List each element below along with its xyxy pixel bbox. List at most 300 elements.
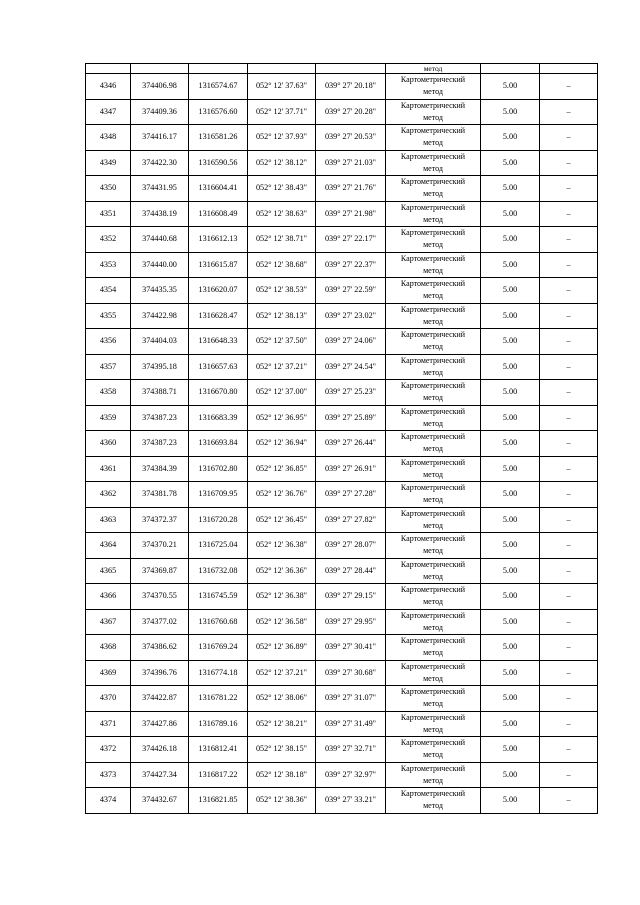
method-line-1: Картометрический — [400, 75, 466, 85]
cell-method — [386, 456, 481, 482]
method-line-1: Картометрический — [400, 508, 466, 518]
cell-description: – — [540, 788, 598, 814]
cell-y: 1316781.22 — [189, 686, 248, 712]
table-row — [86, 482, 598, 508]
cell-description: – — [540, 635, 598, 661]
cell-description: – — [540, 380, 598, 406]
method-line-2: метод — [423, 495, 443, 505]
table-row — [86, 252, 598, 278]
cell-method — [386, 711, 481, 737]
method-line-2: метод — [423, 87, 443, 97]
cell-y: 1316789.16 — [189, 711, 248, 737]
cell-accuracy: 5.00 — [481, 609, 540, 635]
cell-x: 374369.87 — [131, 558, 189, 584]
cell-method — [386, 660, 481, 686]
cell-accuracy: 5.00 — [481, 456, 540, 482]
cell-longitude: 039° 27' 29.95" — [316, 609, 386, 635]
table-row — [86, 227, 598, 253]
cell-x: 374395.18 — [131, 354, 189, 380]
method-line-1: Картометрический — [400, 406, 466, 416]
cell-method — [386, 150, 481, 176]
cell-latitude: 052° 12' 38.63" — [248, 201, 316, 227]
cell-description: – — [540, 99, 598, 125]
cell-x: 374388.71 — [131, 380, 189, 406]
table-row — [86, 737, 598, 763]
cell-accuracy: 5.00 — [481, 99, 540, 125]
cell-longitude: 039° 27' 24.06" — [316, 329, 386, 355]
cell-number: 4363 — [86, 507, 131, 533]
cell-accuracy: 5.00 — [481, 431, 540, 457]
cell-number: 4356 — [86, 329, 131, 355]
method-line-2: метод — [423, 444, 443, 454]
cell-number: 4369 — [86, 660, 131, 686]
cell-x: 374432.67 — [131, 788, 189, 814]
method-line-1: Картометрический — [400, 100, 466, 110]
cell-description: – — [540, 456, 598, 482]
cell-x: 374426.18 — [131, 737, 189, 763]
cell-description: – — [540, 711, 598, 737]
table-row — [86, 431, 598, 457]
method-line-2: метод — [423, 571, 443, 581]
cell-accuracy: 5.00 — [481, 762, 540, 788]
cell-number: 4358 — [86, 380, 131, 406]
cell-longitude: 039° 27' 31.07" — [316, 686, 386, 712]
cell-x: 374416.17 — [131, 125, 189, 151]
cell-longitude: 039° 27' 20.28" — [316, 99, 386, 125]
cell-y: 1316821.85 — [189, 788, 248, 814]
cell-latitude: 052° 12' 38.43" — [248, 176, 316, 202]
method-line-1: Картометрический — [400, 483, 466, 493]
cell-method — [386, 303, 481, 329]
cell-method — [386, 354, 481, 380]
table-row — [86, 405, 598, 431]
cell-latitude: 052° 12' 36.85" — [248, 456, 316, 482]
cell-description: – — [540, 125, 598, 151]
cell-description: – — [540, 737, 598, 763]
cell-y: 1316817.22 — [189, 762, 248, 788]
cell-longitude: 039° 27' 28.44" — [316, 558, 386, 584]
cell-number: 4360 — [86, 431, 131, 457]
cell-latitude: 052° 12' 38.12" — [248, 150, 316, 176]
cell-description: – — [540, 609, 598, 635]
cell-method — [386, 635, 481, 661]
cell-number: 4367 — [86, 609, 131, 635]
method-line-1: Картометрический — [400, 712, 466, 722]
cell-x: 374427.34 — [131, 762, 189, 788]
table-row — [86, 533, 598, 559]
cell-description: – — [540, 431, 598, 457]
cell-y: 1316709.95 — [189, 482, 248, 508]
cell-accuracy: 5.00 — [481, 558, 540, 584]
cell-latitude: 052° 12' 38.36" — [248, 788, 316, 814]
table-row — [86, 660, 598, 686]
cell-y: 1316725.04 — [189, 533, 248, 559]
cell-method — [386, 762, 481, 788]
cell-latitude: 052° 12' 38.13" — [248, 303, 316, 329]
cell-x: 374396.76 — [131, 660, 189, 686]
cell-longitude: 039° 27' 33.21" — [316, 788, 386, 814]
cell-accuracy: 5.00 — [481, 278, 540, 304]
cell-latitude: 052° 12' 38.21" — [248, 711, 316, 737]
table-row — [86, 303, 598, 329]
method-line-1: Картометрический — [400, 585, 466, 595]
cell-description: – — [540, 507, 598, 533]
cell-longitude: 039° 27' 32.97" — [316, 762, 386, 788]
cell-method — [386, 125, 481, 151]
cell-accuracy: 5.00 — [481, 74, 540, 100]
cell-number: 4374 — [86, 788, 131, 814]
cell-latitude: 052° 12' 38.71" — [248, 227, 316, 253]
cell-y: 1316720.28 — [189, 507, 248, 533]
cell-x: 374372.37 — [131, 507, 189, 533]
cell-method — [386, 558, 481, 584]
table-row — [86, 456, 598, 482]
cell-y: 1316769.24 — [189, 635, 248, 661]
table-row — [86, 788, 598, 814]
cell-latitude: 052° 12' 37.00" — [248, 380, 316, 406]
method-line-2: метод — [423, 673, 443, 683]
cell-longitude: 039° 27' 20.53" — [316, 125, 386, 151]
cell-y: 1316657.63 — [189, 354, 248, 380]
cell-longitude: 039° 27' 32.71" — [316, 737, 386, 763]
cell-latitude: 052° 12' 36.76" — [248, 482, 316, 508]
cell-number: 4371 — [86, 711, 131, 737]
method-line-2: метод — [423, 112, 443, 122]
cell-x: 374387.23 — [131, 431, 189, 457]
method-line-2: метод — [423, 138, 443, 148]
cell-accuracy: 5.00 — [481, 711, 540, 737]
method-line-2: метод — [423, 622, 443, 632]
method-line-2: метод — [423, 520, 443, 530]
cell-description: – — [540, 482, 598, 508]
method-line-2: метод — [423, 291, 443, 301]
cell-x: 374404.03 — [131, 329, 189, 355]
cell-x: 374440.00 — [131, 252, 189, 278]
cell-method — [386, 507, 481, 533]
method-line-1: Картометрический — [400, 636, 466, 646]
cell-accuracy: 5.00 — [481, 354, 540, 380]
method-line-2: метод — [423, 316, 443, 326]
table-row — [86, 380, 598, 406]
cell-accuracy: 5.00 — [481, 584, 540, 610]
method-line-1: Картометрический — [400, 228, 466, 238]
cell-latitude: 052° 12' 36.58" — [248, 609, 316, 635]
cell-latitude: 052° 12' 38.06" — [248, 686, 316, 712]
cell-x: 374384.39 — [131, 456, 189, 482]
cell-y: 1316648.33 — [189, 329, 248, 355]
table-body — [86, 64, 598, 814]
cell-longitude: 039° 27' 27.82" — [316, 507, 386, 533]
table-row — [86, 609, 598, 635]
cell-method — [386, 686, 481, 712]
cell-number: 4362 — [86, 482, 131, 508]
cell-latitude: 052° 12' 36.38" — [248, 533, 316, 559]
cell-latitude: 052° 12' 36.95" — [248, 405, 316, 431]
table-row — [86, 329, 598, 355]
cell-method — [386, 329, 481, 355]
cell-longitude: 039° 27' 22.17" — [316, 227, 386, 253]
cell-x: 374435.35 — [131, 278, 189, 304]
method-line-2: метод — [423, 597, 443, 607]
table-row — [86, 762, 598, 788]
cell-description: – — [540, 303, 598, 329]
cell-accuracy: 5.00 — [481, 125, 540, 151]
cell-method — [386, 482, 481, 508]
cell-x: 374409.36 — [131, 99, 189, 125]
cell-description: – — [540, 278, 598, 304]
method-line-1: Картометрический — [400, 559, 466, 569]
cell-longitude: 039° 27' 29.15" — [316, 584, 386, 610]
table-row — [86, 201, 598, 227]
cell-latitude: 052° 12' 38.53" — [248, 278, 316, 304]
table-row — [86, 176, 598, 202]
cell-latitude: 052° 12' 36.94" — [248, 431, 316, 457]
cell-latitude: 052° 12' 36.45" — [248, 507, 316, 533]
method-line-1: Картометрический — [400, 279, 466, 289]
method-line-1: Картометрический — [400, 253, 466, 263]
method-line-1: Картометрический — [400, 126, 466, 136]
method-line-2: метод — [423, 265, 443, 275]
method-line-2: метод — [423, 750, 443, 760]
cell-x: 374406.98 — [131, 74, 189, 100]
table-row — [86, 558, 598, 584]
cell-number: 4354 — [86, 278, 131, 304]
cell-number: 4353 — [86, 252, 131, 278]
method-line-1: Картометрический — [400, 738, 466, 748]
cell-accuracy: 5.00 — [481, 482, 540, 508]
method-line-1: Картометрический — [400, 687, 466, 697]
cell-accuracy: 5.00 — [481, 507, 540, 533]
cell-description: – — [540, 201, 598, 227]
cell-x: 374370.21 — [131, 533, 189, 559]
continuation-row — [86, 64, 598, 74]
cell-description: – — [540, 150, 598, 176]
cell-latitude: 052° 12' 36.36" — [248, 558, 316, 584]
cell-longitude: 039° 27' 31.49" — [316, 711, 386, 737]
cell-number: 4349 — [86, 150, 131, 176]
method-line-1: Картометрический — [400, 177, 466, 187]
cell-longitude: 039° 27' 25.89" — [316, 405, 386, 431]
table-row — [86, 99, 598, 125]
cell-method — [386, 74, 481, 100]
cell-y: 1316628.47 — [189, 303, 248, 329]
cell-latitude: 052° 12' 37.63" — [248, 74, 316, 100]
method-line-1: Картометрический — [400, 610, 466, 620]
cell-accuracy — [481, 64, 540, 74]
cell-x: 374387.23 — [131, 405, 189, 431]
cell-method — [386, 584, 481, 610]
cell-number: 4350 — [86, 176, 131, 202]
cell-latitude: 052° 12' 36.89" — [248, 635, 316, 661]
cell-y: 1316576.60 — [189, 99, 248, 125]
cell-y: 1316732.08 — [189, 558, 248, 584]
table-row — [86, 711, 598, 737]
cell-method — [386, 533, 481, 559]
cell-accuracy: 5.00 — [481, 252, 540, 278]
cell-description: – — [540, 176, 598, 202]
method-line-1: Картометрический — [400, 789, 466, 799]
cell-y: 1316581.26 — [189, 125, 248, 151]
cell-x: 374422.87 — [131, 686, 189, 712]
method-line-1: Картометрический — [400, 763, 466, 773]
cell-number: 4361 — [86, 456, 131, 482]
cell-accuracy: 5.00 — [481, 533, 540, 559]
cell-y: 1316604.41 — [189, 176, 248, 202]
cell-x: 374427.86 — [131, 711, 189, 737]
cell-description: – — [540, 227, 598, 253]
table-row — [86, 635, 598, 661]
cell-x: 374386.62 — [131, 635, 189, 661]
method-line-2: метод — [423, 775, 443, 785]
cell-y: 1316683.39 — [189, 405, 248, 431]
table-row — [86, 507, 598, 533]
method-line-2: метод — [423, 189, 443, 199]
cell-accuracy: 5.00 — [481, 686, 540, 712]
cell-method — [386, 380, 481, 406]
table-row — [86, 686, 598, 712]
method-line-2: метод — [423, 648, 443, 658]
cell-accuracy: 5.00 — [481, 227, 540, 253]
cell-x: 374377.02 — [131, 609, 189, 635]
cell-accuracy: 5.00 — [481, 329, 540, 355]
cell-description: – — [540, 405, 598, 431]
cell-latitude: 052° 12' 38.18" — [248, 762, 316, 788]
method-line-1: Картометрический — [400, 381, 466, 391]
cell-longitude: 039° 27' 27.28" — [316, 482, 386, 508]
cell-y: 1316608.49 — [189, 201, 248, 227]
cell-method — [386, 737, 481, 763]
method-line-1: Картометрический — [400, 202, 466, 212]
cell-description: – — [540, 74, 598, 100]
cell-number: 4346 — [86, 74, 131, 100]
table-row — [86, 354, 598, 380]
cell-description: – — [540, 354, 598, 380]
method-line-2: метод — [423, 724, 443, 734]
cell-num — [86, 64, 131, 74]
cell-longitude: 039° 27' 30.41" — [316, 635, 386, 661]
table-row — [86, 125, 598, 151]
cell-longitude: 039° 27' 22.59" — [316, 278, 386, 304]
method-line-2: метод — [423, 163, 443, 173]
cell-y: 1316612.13 — [189, 227, 248, 253]
cell-longitude: 039° 27' 26.91" — [316, 456, 386, 482]
table-row — [86, 584, 598, 610]
cell-description: – — [540, 329, 598, 355]
cell-y: 1316745.59 — [189, 584, 248, 610]
cell-method — [386, 431, 481, 457]
method-line-2: метод — [423, 367, 443, 377]
method-line-1: Картометрический — [400, 151, 466, 161]
cell-longitude: 039° 27' 25.23" — [316, 380, 386, 406]
cell-method — [386, 405, 481, 431]
cell-longitude: 039° 27' 28.07" — [316, 533, 386, 559]
method-line-1: Картометрический — [400, 457, 466, 467]
cell-longitude: 039° 27' 21.76" — [316, 176, 386, 202]
cell-desc — [540, 64, 598, 74]
cell-y: 1316615.87 — [189, 252, 248, 278]
method-line-1: Картометрический — [400, 330, 466, 340]
cell-number: 4355 — [86, 303, 131, 329]
cell-method — [386, 788, 481, 814]
cell-lat — [248, 64, 316, 74]
method-line-1: Картометрический — [400, 355, 466, 365]
cell-y — [189, 64, 248, 74]
cell-latitude: 052° 12' 37.21" — [248, 660, 316, 686]
cell-x — [131, 64, 189, 74]
method-line-2: метод — [423, 546, 443, 556]
cell-number: 4372 — [86, 737, 131, 763]
cell-longitude: 039° 27' 26.44" — [316, 431, 386, 457]
method-line-2: метод — [423, 801, 443, 811]
cell-x: 374422.98 — [131, 303, 189, 329]
cell-accuracy: 5.00 — [481, 176, 540, 202]
cell-longitude: 039° 27' 24.54" — [316, 354, 386, 380]
cell-latitude: 052° 12' 37.50" — [248, 329, 316, 355]
cell-x: 374440.68 — [131, 227, 189, 253]
cell-latitude: 052° 12' 37.93" — [248, 125, 316, 151]
cell-accuracy: 5.00 — [481, 737, 540, 763]
cell-lon — [316, 64, 386, 74]
cell-longitude: 039° 27' 30.68" — [316, 660, 386, 686]
cell-number: 4364 — [86, 533, 131, 559]
table-row — [86, 150, 598, 176]
cell-x: 374422.30 — [131, 150, 189, 176]
cell-longitude: 039° 27' 23.02" — [316, 303, 386, 329]
cell-accuracy: 5.00 — [481, 635, 540, 661]
cell-accuracy: 5.00 — [481, 201, 540, 227]
cell-x: 374431.95 — [131, 176, 189, 202]
cell-longitude: 039° 27' 22.37" — [316, 252, 386, 278]
method-line-1: Картометрический — [400, 534, 466, 544]
cell-method — [386, 176, 481, 202]
method-line-1: Картометрический — [400, 432, 466, 442]
cell-number: 4366 — [86, 584, 131, 610]
cell-number: 4365 — [86, 558, 131, 584]
cell-latitude: 052° 12' 36.38" — [248, 584, 316, 610]
cell-method: метод — [386, 64, 481, 74]
cell-method — [386, 609, 481, 635]
cell-number: 4351 — [86, 201, 131, 227]
cell-x: 374370.55 — [131, 584, 189, 610]
cell-y: 1316693.84 — [189, 431, 248, 457]
cell-accuracy: 5.00 — [481, 788, 540, 814]
cell-description: – — [540, 533, 598, 559]
cell-y: 1316812.41 — [189, 737, 248, 763]
cell-method — [386, 278, 481, 304]
cell-x: 374381.78 — [131, 482, 189, 508]
cell-latitude: 052° 12' 37.21" — [248, 354, 316, 380]
cell-y: 1316620.07 — [189, 278, 248, 304]
cell-y: 1316774.18 — [189, 660, 248, 686]
cell-method — [386, 201, 481, 227]
cell-y: 1316760.68 — [189, 609, 248, 635]
cell-y: 1316574.67 — [189, 74, 248, 100]
cell-y: 1316590.56 — [189, 150, 248, 176]
cell-description: – — [540, 558, 598, 584]
cell-number: 4373 — [86, 762, 131, 788]
cell-latitude: 052° 12' 37.71" — [248, 99, 316, 125]
cell-method — [386, 227, 481, 253]
table-row — [86, 74, 598, 100]
cell-number: 4368 — [86, 635, 131, 661]
cell-accuracy: 5.00 — [481, 660, 540, 686]
cell-method — [386, 252, 481, 278]
table-row — [86, 278, 598, 304]
cell-number: 4352 — [86, 227, 131, 253]
cell-description: – — [540, 252, 598, 278]
cell-longitude: 039° 27' 20.18" — [316, 74, 386, 100]
cell-latitude: 052° 12' 38.15" — [248, 737, 316, 763]
